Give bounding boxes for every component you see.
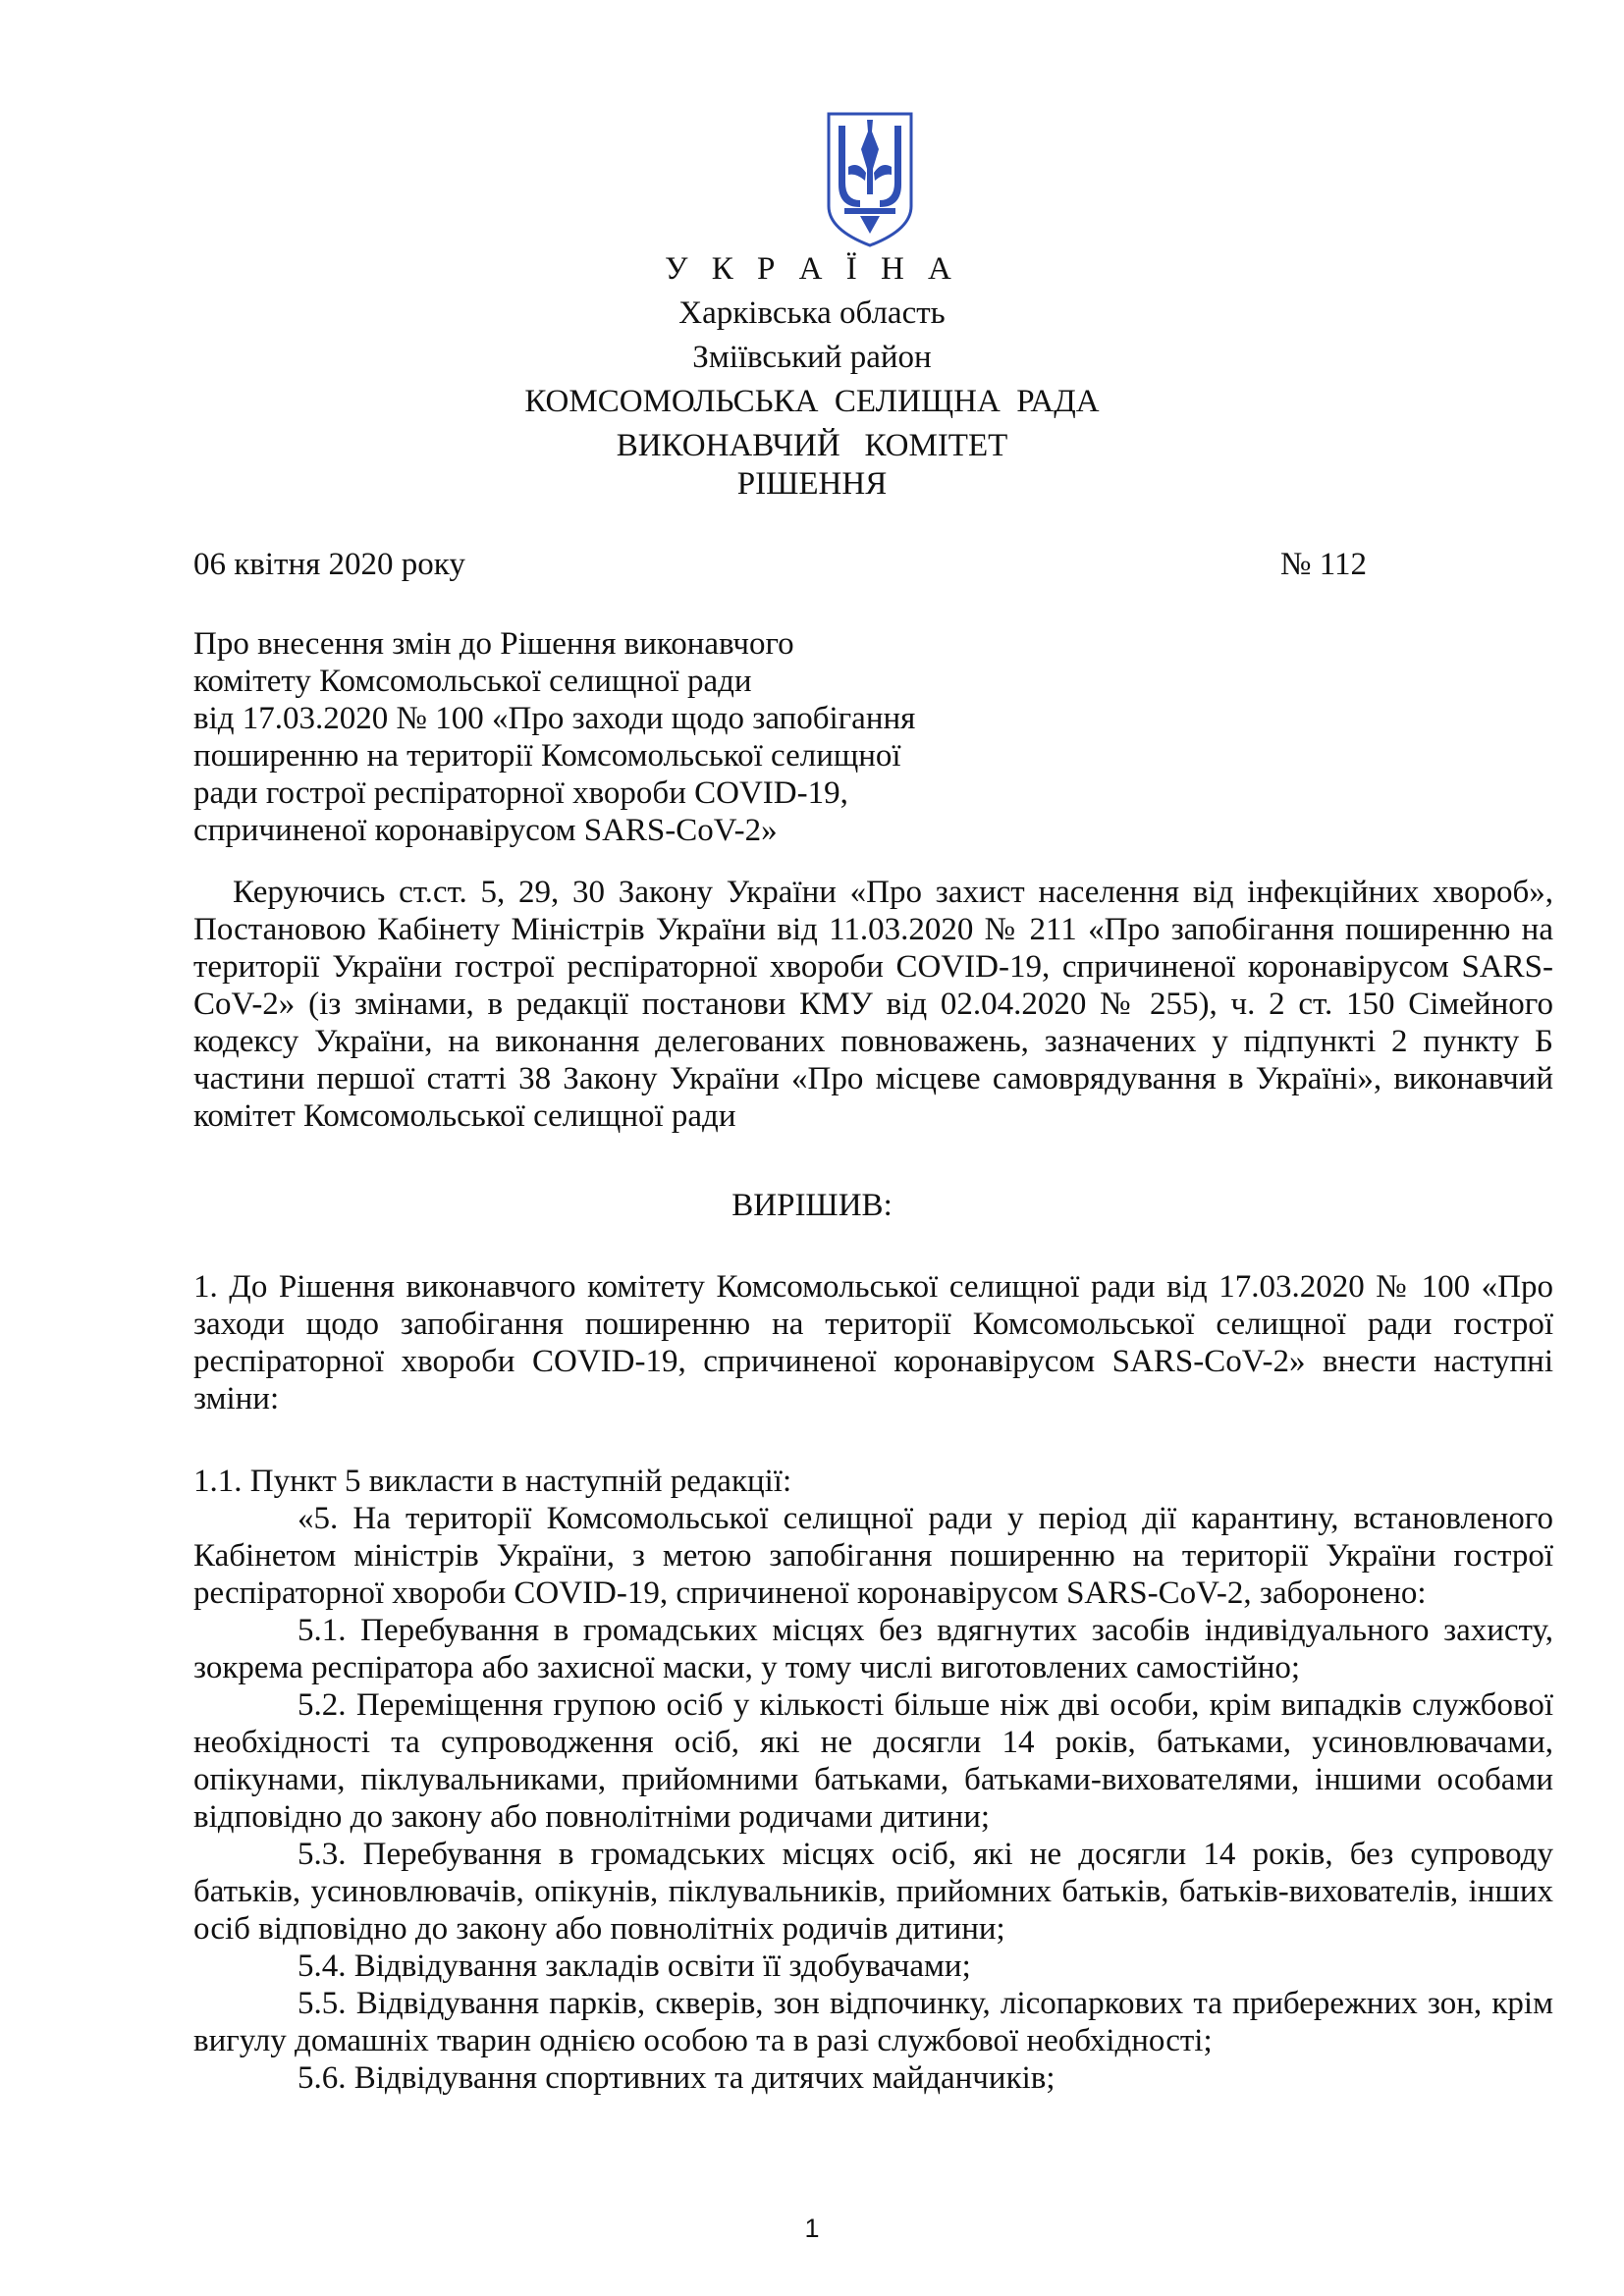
point-5-list [193, 1500, 1553, 2097]
header-country: У К Р А Ї Н А [665, 251, 959, 287]
item-1-paragraph: 1. До Рішення виконавчого комітету Комсомольської селищної ради від 17.03.2020 № 100 «Про заходи щодо запобігання поширенню на території Комсомольської селищної ради гострої респіраторної хвороби COVID-19, спричиненої коронавірусом SARS-CoV-2» внести наступні зміни: [193, 1269, 1553, 1416]
header-region: Харківська область [678, 295, 946, 331]
dateline [193, 547, 1367, 583]
decision-date: 06 квітня 2020 року [193, 547, 465, 582]
subject-line: спричиненої коронавірусом SARS-CoV-2» [193, 813, 778, 848]
decision-number: № 112 [1279, 547, 1367, 582]
subject-line: поширенню на території Комсомольської селищної [193, 738, 901, 774]
point-5-item: 5.1. Перебування в громадських місцях без вдягнутих засобів індивідуального захисту, зокрема респіратора або захисної маски, у тому числі виготовлених самостійно; [193, 1613, 1553, 1685]
point-5-item: 5.3. Перебування в громадських місцях осіб, які не досягли 14 років, без супроводу батьків, усиновлювачів, опікунів, піклувальників, прийомних батьків, батьків-вихователів, інших осіб відповідно до закону або повнолітніх родичів дитини; [193, 1837, 1553, 1947]
header-district: Зміївський район [692, 340, 932, 375]
header-committee: ВИКОНАВЧИЙ КОМІТЕТ [616, 428, 1008, 463]
subject-line: ради гострої респіраторної хвороби COVID-19, [193, 775, 848, 811]
decision-subject [193, 625, 940, 849]
point-5-intro: «5. На території Комсомольської селищної ради у період дії карантину, встановленого Кабінетом міністрів України, з метою запобігання поширенню на території України гострої респіраторної хвороби COVID-19, спричиненої коронавірусом SARS-CoV-2, заборонено: [193, 1501, 1553, 1611]
resolved-heading: ВИРІШИВ: [731, 1188, 893, 1223]
header-council: КОМСОМОЛЬСЬКА СЕЛИЩНА РАДА [524, 384, 1100, 419]
preamble-paragraph: Керуючись ст.ст. 5, 29, 30 Закону України «Про захист населення від інфекційних хвороб», Постановою Кабінету Міністрів України від 11.03.2020 № 211 «Про запобігання поширенню на території України гострої респіраторної хвороби COVID-19, спричиненої коронавірусом SARS-CoV-2» (із змінами, в редакції постанови КМУ від 02.04.2020 № 255), ч. 2 ст. 150 Сімейного кодексу України, на виконання делегованих повноважень, зазначених у підпункті 2 пункту Б частини першої статті 38 Закону України «Про місцеве самоврядування в Україні», виконавчий комітет Комсомольської селищної ради [193, 875, 1553, 1134]
subject-line: Про внесення змін до Рішення виконавчого [193, 626, 794, 662]
document-type-title: РІШЕННЯ [736, 466, 888, 502]
point-5-item: 5.2. Переміщення групою осіб у кількості більше ніж дві особи, крім випадків службової необхідності та супроводження осіб, які не досягли 14 років, батьками, усиновлювачами, опікунами, піклувальниками, прийомними батьками, батьками-вихователями, іншими особами відповідно до закону або повнолітніми родичами дитини; [193, 1687, 1553, 1835]
page-number: 1 [804, 2214, 820, 2243]
point-5-item: 5.5. Відвідування парків, скверів, зон відпочинку, лісопаркових та прибережних зон, крім вигулу домашніх тварин однією особою та в разі службової необхідності; [193, 1986, 1553, 2058]
trident-emblem-icon [825, 110, 915, 249]
point-5-item: 5.6. Відвідування спортивних та дитячих майданчиків; [298, 2060, 1056, 2096]
subject-line: від 17.03.2020 № 100 «Про заходи щодо запобігання [193, 701, 916, 736]
document-header [0, 247, 1624, 468]
subject-line: комітету Комсомольської селищної ради [193, 664, 752, 699]
item-1-1-paragraph: 1.1. Пункт 5 викласти в наступній редакції: [193, 1464, 792, 1499]
point-5-item: 5.4. Відвідування закладів освіти її здобувачами; [298, 1949, 971, 1984]
